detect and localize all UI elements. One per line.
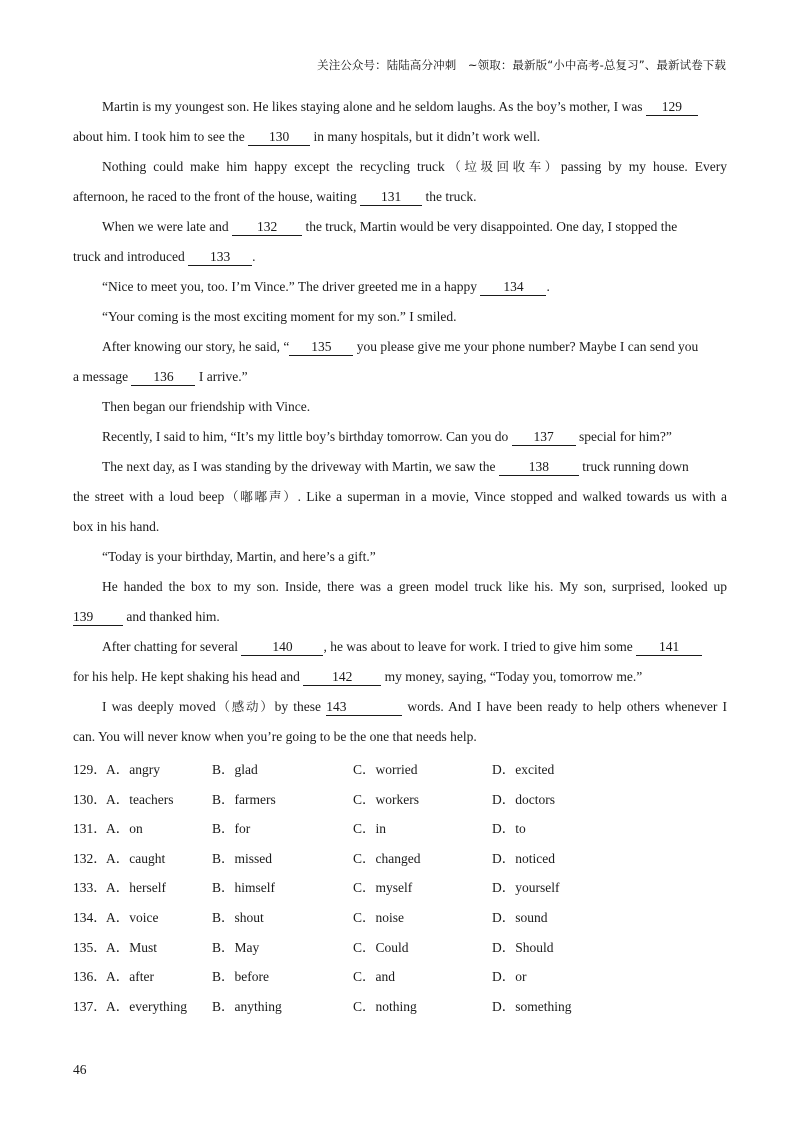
option-a: A．teachers (106, 791, 174, 807)
question-row (73, 785, 727, 815)
text: the street with a loud beep (73, 489, 225, 504)
text: about him. I took him to see the (73, 129, 249, 144)
option-b: B．May (212, 939, 260, 955)
question-options (73, 755, 727, 1021)
option-d: D．or (492, 969, 527, 985)
text: When we were late and (102, 219, 233, 234)
option-d: D．noticed (492, 850, 555, 866)
option-b: B．shout (212, 909, 264, 925)
passage-line (73, 92, 727, 122)
text: the truck, Martin would be very disappointed. One day, I stopped the (302, 219, 678, 234)
blank-140: 140 (241, 639, 323, 656)
blank-141: 141 (636, 639, 702, 656)
blank-129: 129 (646, 99, 698, 116)
text: “Today is your birthday, Martin, and here’s a gift.” (102, 549, 376, 564)
option-b: B．glad (212, 762, 258, 777)
passage-line (73, 362, 727, 392)
text: . Like a superman in a movie, Vince stopped and walked towards us with a (297, 489, 727, 504)
blank-135: 135 (289, 339, 353, 356)
question-number: 129． (73, 762, 107, 777)
question-number: 136． (73, 969, 107, 985)
text: The next day, as I was standing by the driveway with Martin, we saw the (102, 459, 499, 474)
option-d: D．something (492, 998, 572, 1014)
option-d: D．sound (492, 909, 548, 925)
text: you please give me your phone number? Maybe I can send you (353, 339, 699, 354)
text: Martin is my youngest son. He likes staying alone and he seldom laughs. As the boy’s mother, I was (102, 99, 646, 114)
option-a: A．everything (106, 998, 187, 1014)
option-c: C．and (353, 969, 395, 985)
passage-line (73, 182, 727, 212)
text: “Nice to meet you, too. I’m Vince.” The driver greeted me in a happy (102, 279, 481, 294)
passage-line (73, 542, 727, 572)
blank-130: 130 (248, 129, 310, 146)
blank-133: 133 (188, 249, 252, 266)
passage-line (73, 482, 727, 512)
option-d: D．Should (492, 939, 554, 955)
option-d: D．to (492, 821, 526, 837)
text: in many hospitals, but it didn’t work well. (310, 129, 541, 144)
passage-line (73, 452, 727, 482)
text: passing by my house. Every (560, 159, 727, 174)
option-c: C．Could (353, 939, 409, 955)
question-number: 132． (73, 850, 107, 866)
blank-131: 131 (360, 189, 422, 206)
chinese-gloss: （垃圾回收车） (444, 159, 561, 174)
question-row (73, 903, 727, 933)
option-c: C．noise (353, 909, 405, 925)
passage-line (73, 332, 727, 362)
text: truck and introduced (73, 249, 189, 264)
passage-line (73, 272, 727, 302)
question-row (73, 933, 727, 963)
blank-134: 134 (480, 279, 546, 296)
question-number: 134． (73, 909, 107, 925)
chinese-gloss: （感动） (215, 699, 275, 714)
text: box in his hand. (73, 519, 160, 534)
text: and thanked him. (123, 609, 220, 624)
passage-line (73, 242, 727, 272)
text: . (252, 249, 256, 264)
option-c: C．in (353, 821, 387, 837)
text: Nothing could make him happy except the recycling truck (102, 159, 445, 174)
question-number: 130． (73, 791, 107, 807)
text: my money, saying, “Today you, tomorrow me.” (381, 669, 643, 684)
blank-136: 136 (131, 369, 195, 386)
text: afternoon, he raced to the front of the house, waiting (73, 189, 361, 204)
passage-line (73, 122, 727, 152)
chinese-gloss: （嘟嘟声） (224, 489, 298, 504)
option-b: B．missed (212, 850, 273, 866)
text: I was deeply moved (102, 699, 216, 714)
option-d: D．excited (492, 762, 555, 777)
text: I arrive.” (195, 369, 248, 384)
passage-line (73, 392, 727, 422)
text: special for him?” (575, 429, 672, 444)
question-row (73, 962, 727, 992)
text: for his help. He kept shaking his head and (73, 669, 304, 684)
option-a: A．herself (106, 880, 166, 896)
option-a: A．after (106, 969, 154, 985)
question-number: 137． (73, 998, 107, 1014)
option-a: A．voice (106, 909, 159, 925)
option-c: C．worried (353, 762, 418, 777)
option-d: D．yourself (492, 880, 560, 896)
text: “Your coming is the most exciting moment for my son.” I smiled. (102, 309, 457, 324)
question-row (73, 755, 727, 785)
passage-line (73, 212, 727, 242)
page-number: 46 (73, 1062, 87, 1077)
option-a: A．angry (106, 762, 160, 777)
text: the truck. (422, 189, 477, 204)
question-row (73, 992, 727, 1022)
passage-line (73, 602, 727, 632)
option-c: C．workers (353, 791, 419, 807)
text: by these (274, 699, 327, 714)
question-row (73, 873, 727, 903)
text: He handed the box to my son. Inside, there was a green model truck like his. My son, surprised, looked up (102, 579, 727, 594)
passage-line (73, 662, 727, 692)
text: a message (73, 369, 132, 384)
blank-139: 139 (73, 609, 123, 626)
question-row (73, 844, 727, 874)
passage-line (73, 302, 727, 332)
question-number: 133． (73, 880, 107, 896)
text: words. And I have been ready to help others whenever I (402, 699, 727, 714)
passage-line (73, 422, 727, 452)
question-number: 131． (73, 821, 107, 837)
question-number: 135． (73, 939, 107, 955)
text: , he was about to leave for work. I tried to give him some (323, 639, 637, 654)
passage-line (73, 692, 727, 722)
option-a: A．caught (106, 850, 166, 866)
option-c: C．changed (353, 850, 421, 866)
option-b: B．anything (212, 998, 282, 1014)
passage (73, 92, 727, 752)
option-c: C．myself (353, 880, 413, 896)
option-b: B．farmers (212, 791, 276, 807)
option-b: B．himself (212, 880, 275, 896)
text: truck running down (578, 459, 689, 474)
blank-142: 142 (303, 669, 381, 686)
blank-137: 137 (512, 429, 576, 446)
passage-line (73, 632, 727, 662)
option-a: A．Must (106, 939, 158, 955)
text: After chatting for several (102, 639, 242, 654)
passage-line (73, 512, 727, 542)
option-b: B．before (212, 969, 269, 985)
option-b: B．for (212, 821, 251, 837)
passage-line (73, 152, 727, 182)
text: . (546, 279, 550, 294)
text: After knowing our story, he said, “ (102, 339, 290, 354)
option-c: C．nothing (353, 998, 417, 1014)
passage-line (73, 572, 727, 602)
option-a: A．on (106, 821, 143, 837)
passage-line (73, 722, 727, 752)
blank-143: 143 (326, 699, 402, 716)
blank-132: 132 (232, 219, 302, 236)
page-header: 关注公众号：陆陆高分冲刺 ~领取：最新版“小中高考-总复习”、最新试卷下载 (317, 58, 726, 72)
option-d: D．doctors (492, 791, 555, 807)
text: can. You will never know when you’re going to be the one that needs help. (73, 729, 477, 744)
text: Recently, I said to him, “It’s my little boy’s birthday tomorrow. Can you do (102, 429, 512, 444)
question-row (73, 814, 727, 844)
text: Then began our friendship with Vince. (102, 399, 311, 414)
blank-138: 138 (499, 459, 579, 476)
